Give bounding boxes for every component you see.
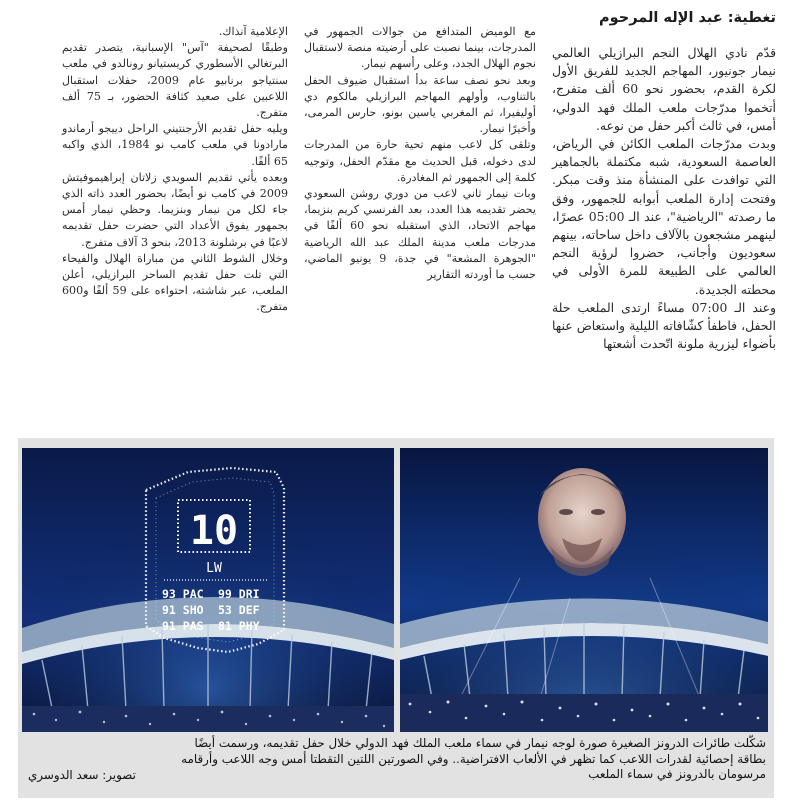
paragraph: ويليه حفل تقديم الأرجنتيني الراحل دييجو أرماندو مارادونا في ملعب كامب نو 1984، الذي واكبه 65 ألفًا. [62,122,288,168]
paragraph: وطبقًا لصحيفة "آس" الإسبانية، يتصدر تقديم البرتغالي الأسطوري كريستيانو رونالدو في ملعب سنتياجو برنابيو عام 2009، حفلات استقبال اللاعبين على صعيد كثافة الحضور، بـ 75 ألف متفرج. [62,41,288,120]
card-stat: 91 PAS [162,619,204,633]
card-number: 10 [189,508,239,554]
card-position: LW [206,561,222,576]
caption-line: مرسومان بالدرونز في سماء الملعب [588,767,766,782]
article-column-1 [552,44,776,353]
paragraph: وبعده يأتي تقديم السويدي زلاتان إبراهيموفيتش 2009 في كامب نو أيضًا، بحضور العدد ذاته الذي جاء لكل من نيمار وبنزيما. وحظي نيمار أمس بجمهور يفوق الأعداد التي حضرت حفل تقديمه لاعبًا في برشلونة 2013، بنحو 3 آلاف متفرج. [62,170,288,249]
paragraph: وبدت مدرّجات الملعب الكائن في الرياض، العاصمة السعودية، شبه مكتملة بالجماهير التي توافدت على المنشأة منذ وقت مبكر. وفتحت إدارة الملعب أبوابه للجمهور، وفق ما رصدته "الرياضية"، عند الـ 05:00 عصرًا، لينهمر مشجعون بالآلاف داخل ساحاته، بينهم سعوديون وأجانب، حضروا لرؤية النجم العالمي على الطبيعة للمرة الأولى في محطته الجديدة. [552,136,776,297]
drone-card-illustration [22,448,394,732]
caption-line: شكّلت طائرات الدرونز الصغيرة صورة لوجه نيمار في سماء ملعب الملك فهد الدولي خلال حفل تقديمه، ورسمت أيضًا [194,736,766,750]
card-stat: 91 SHO [162,603,204,617]
paragraph: وخلال الشوط الثاني من مباراة الهلال والفيحاء التي تلت حفل تقديم الساحر البرازيلي، أعلن الملعب، عبر شاشته، احتواءه على 59 ألفًا و600 متفرج. [62,251,288,314]
paragraph: وبعد نحو نصف ساعة بدأ استقبال ضيوف الحفل بالتناوب، وأولهم المهاجم البرازيلي مالكوم دي أوليفيرا، ثم المغربي ياسين بونو، حارس المرمى، وأخيرًا نيمار. [304,73,536,136]
drone-face-photo [400,448,768,732]
byline: تغطية: عبد الإله المرحوم [599,10,776,26]
card-stat: 81 PHY [218,619,260,633]
paragraph: وتلقى كل لاعب منهم تحية حارة من المدرجات لدى دخوله، قبل الحديث مع مقدّم الحفل، وتوجيه كلمة إلى الجمهور ثم المغادرة. [304,138,536,184]
drone-card-photo [22,448,394,732]
paragraph: الإعلامية آنذاك. [218,25,288,38]
article [8,8,782,420]
card-stat: 53 DEF [218,603,260,617]
card-stat: 99 DRI [218,587,260,601]
paragraph: وبات نيمار ثاني لاعب من دوري روشن السعودي يحضر تقديمه هذا العدد، بعد الفرنسي كريم بنزيما، مهاجم الاتحاد، الذي استقبله نحو 60 ألفًا في مدرجات ملعب مدينة الملك عبد الله الرياضية "الجوهرة المشعة" في جدة، 9 يونيو الماضي، حسب ما أوردته التقارير [304,187,537,282]
article-column-3 [62,24,288,316]
drone-face-illustration [400,448,768,732]
card-stat: 93 PAC [162,587,204,601]
photo-credit: تصوير: سعد الدوسري [28,768,136,782]
article-column-2 [304,24,536,283]
caption-line: بطاقة إحصائية لقدرات اللاعب كما تظهر في الألعاب الافتراضية.. وفي الصورتين اللتين التقطتا أمس وجه اللاعب وأرقامه [181,751,766,766]
paragraph: مع الوميض المتدافع من جوالات الجمهور في المدرجات، بينما نصبت على أرضيته منصة لاستقبال نجوم الهلال الجدد، وعلى رأسهم نيمار. [304,25,536,71]
photo-panel [18,438,774,798]
paragraph: وعند الـ 07:00 مساءً ارتدى الملعب حلة الحفل، فاطفأ كشّافاته الليلية واستعاض عنها بأضواء ليزرية ملونة اتّحدت أشعتها [552,299,776,352]
paragraph: قدّم نادي الهلال النجم البرازيلي العالمي نيمار جونيور، المهاجم الجديد للفريق الأول لكرة القدم، بحضور نحو 60 ألف متفرج، أتخموا مدرّجات ملعب الملك فهد الدولي، أمس، في ثالث أكبر حفل من نوعه. [552,45,776,133]
